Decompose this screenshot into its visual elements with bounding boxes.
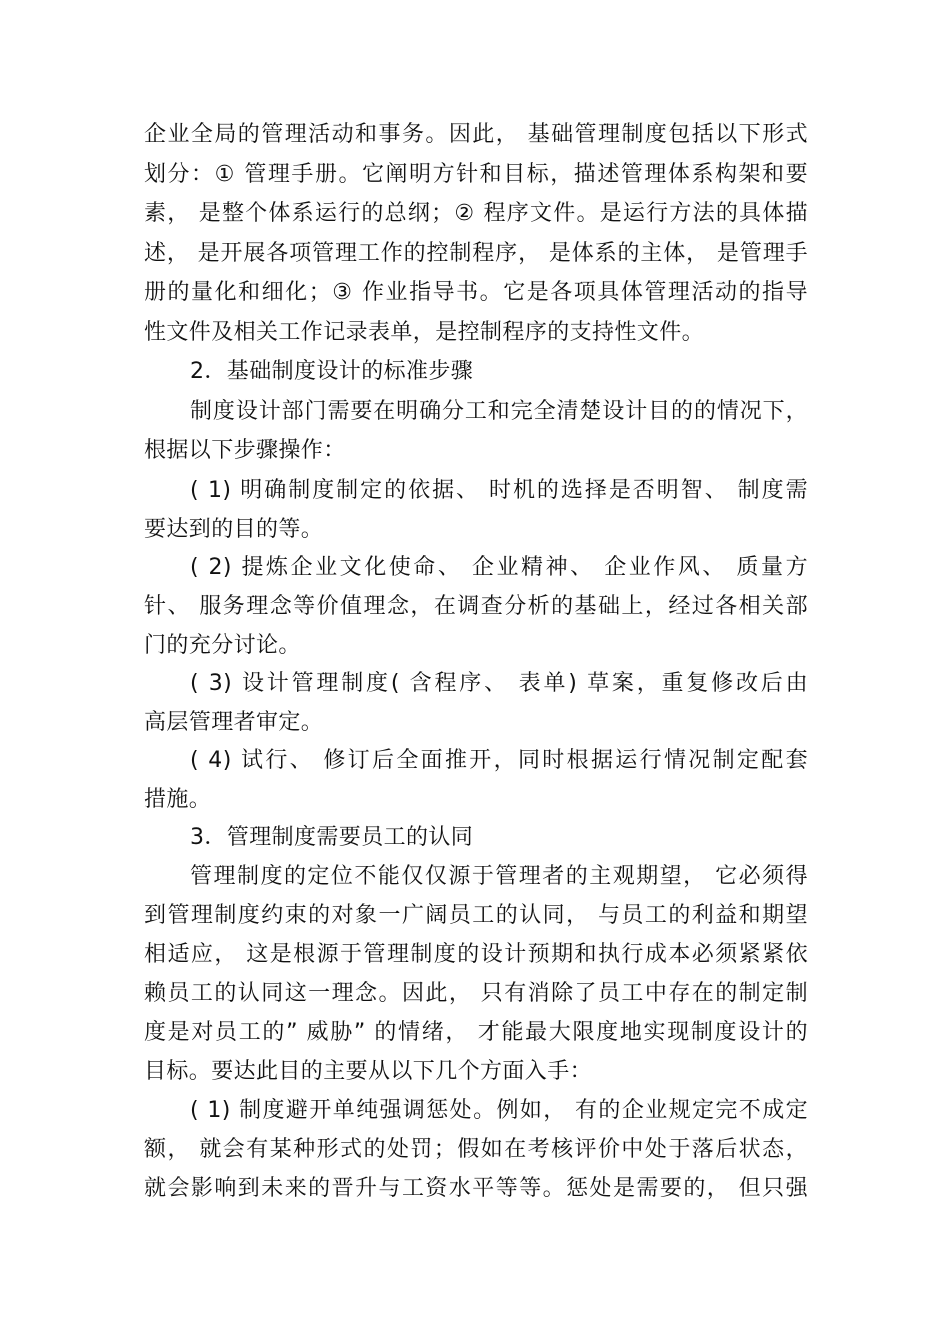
list-item: ( 4) 试行、 修订后全面推开，同时根据运行情况制定配套 (190, 748, 808, 773)
list-item: ( 1) 明确制度制定的依据、 时机的选择是否明智、 制度需 (190, 478, 808, 503)
text-line: 度是对员工的” 威胁” 的情绪， 才能最大限度地实现制度设计的 (144, 1020, 808, 1045)
text-line: 制度设计部门需要在明确分工和完全清楚设计目的的情况下， (190, 399, 808, 424)
text-line: 门的充分讨论。 (144, 633, 301, 658)
list-item: ( 2) 提炼企业文化使命、 企业精神、 企业作风、 质量方 (190, 555, 808, 580)
list-item: ( 3) 设计管理制度( 含程序、 表单) 草案，重复修改后由 (190, 671, 808, 696)
text-line: 述， 是开展各项管理工作的控制程序， 是体系的主体， 是管理手 (144, 241, 808, 266)
section-heading: 3．管理制度需要员工的认同 (190, 825, 474, 850)
text-line: 赖员工的认同这一理念。因此， 只有消除了员工中存在的制定制 (144, 981, 808, 1006)
text-line: 划分：① 管理手册。它阐明方针和目标，描述管理体系构架和要 (144, 162, 808, 187)
text-line: 册的量化和细化；③ 作业指导书。它是各项具体管理活动的指导 (144, 280, 808, 305)
section-heading: 2．基础制度设计的标准步骤 (190, 359, 474, 384)
text-line: 高层管理者审定。 (144, 710, 324, 735)
text-line: 针、 服务理念等价值理念，在调查分析的基础上，经过各相关部 (144, 594, 808, 619)
text-line: 措施。 (144, 787, 212, 812)
text-line: 要达到的目的等。 (144, 517, 324, 542)
text-line: 根据以下步骤操作： (144, 438, 346, 463)
text-line: 性文件及相关工作记录表单，是控制程序的支持性文件。 (144, 320, 705, 345)
text-line: 到管理制度约束的对象一广阔员工的认同， 与员工的利益和期望 (144, 903, 808, 928)
text-line: 素， 是整个体系运行的总纲；② 程序文件。是运行方法的具体描 (144, 201, 808, 226)
text-line: 额， 就会有某种形式的处罚；假如在考核评价中处于落后状态， (144, 1137, 808, 1162)
text-line: 相适应， 这是根源于管理制度的设计预期和执行成本必须紧紧依 (144, 942, 808, 967)
text-line: 企业全局的管理活动和事务。因此， 基础管理制度包括以下形式 (144, 122, 808, 147)
text-line: 就会影响到未来的晋升与工资水平等等。惩处是需要的， 但只强 (144, 1176, 808, 1201)
list-item: ( 1) 制度避开单纯强调惩处。例如， 有的企业规定完不成定 (190, 1098, 808, 1123)
text-line: 管理制度的定位不能仅仅源于管理者的主观期望， 它必须得 (190, 864, 808, 889)
text-line: 目标。要达此目的主要从以下几个方面入手： (144, 1059, 593, 1084)
